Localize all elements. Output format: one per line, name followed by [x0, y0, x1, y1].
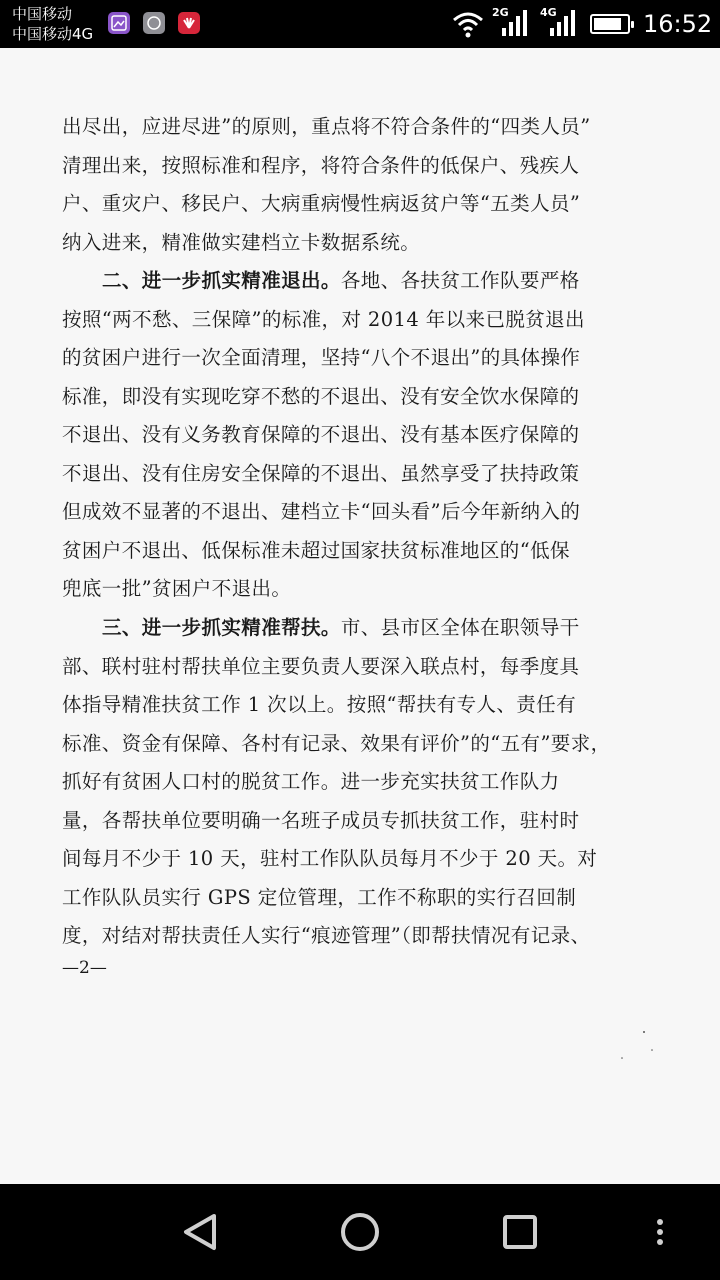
back-button[interactable]	[160, 1184, 240, 1280]
carrier-info	[12, 4, 93, 44]
network-type-1: 2G	[492, 6, 509, 19]
text-line: 按照“两不愁、三保障”的标准，对 2014 年以来已脱贫退出	[62, 307, 585, 331]
text-line: 出尽出，应进尽进”的原则，重点将不符合条件的“四类人员”	[62, 115, 591, 138]
text-span: 市、县市区全体在职领导干	[340, 616, 580, 639]
text-line	[62, 262, 612, 301]
text-line: 工作队队员实行 GPS 定位管理，工作不称职的实行召回制	[62, 885, 577, 909]
status-bar	[0, 0, 720, 48]
scan-specks	[620, 1028, 660, 1068]
text-line: 部、联村驻村帮扶单位主要负责人要深入联点村，每季度具	[62, 654, 580, 678]
gallery-icon	[108, 12, 130, 34]
text-line: 但成效不显著的不退出、建档立卡“回头看”后今年新纳入的	[62, 500, 581, 523]
wifi-icon	[452, 10, 484, 38]
clock: 16:52	[643, 10, 713, 38]
paragraph-3	[62, 609, 612, 956]
text-line: 不退出、没有义务教育保障的不退出、没有基本医疗保障的	[62, 423, 580, 446]
text-span: 各地、各扶贫工作队要严格	[340, 269, 580, 292]
text-line: 的贫困户进行一次全面清理，坚持“八个不退出”的具体操作	[62, 346, 581, 369]
battery-icon	[590, 14, 630, 34]
text-line: 标准，即没有实现吃穿不愁的不退出、没有安全饮水保障的	[62, 384, 580, 408]
paragraph-1	[62, 108, 612, 262]
signal-2-icon	[538, 6, 578, 38]
recent-apps-button[interactable]	[480, 1184, 560, 1280]
text-line: 抓好有贫困人口村的脱贫工作。进一步充实扶贫工作队力	[62, 770, 560, 793]
more-vertical-icon	[640, 1184, 680, 1280]
text-line: 度，对结对帮扶责任人实行“痕迹管理”（即帮扶情况有记录、	[62, 924, 591, 947]
text-line	[62, 609, 612, 648]
text-line: 标准、资金有保障、各村有记录、效果有评价”的“五有”要求，	[62, 731, 611, 755]
text-line: 量，各帮扶单位要明确一名班子成员专抓扶贫工作，驻村时	[62, 808, 580, 832]
huawei-icon	[178, 12, 200, 34]
text-line: 清理出来，按照标准和程序，将符合条件的低保户、残疾人	[62, 153, 580, 177]
text-line: 体指导精准扶贫工作 1 次以上。按照“帮扶有专人、责任有	[62, 693, 576, 716]
document-page	[0, 48, 720, 1184]
page-number: —2—	[62, 958, 107, 978]
text-line: 不退出、没有住房安全保障的不退出、虽然享受了扶持政策	[62, 461, 580, 485]
section-heading-2: 二、进一步抓实精准退出。	[102, 269, 341, 292]
section-heading-3: 三、进一步抓实精准帮扶。	[102, 616, 341, 639]
camera-icon	[143, 12, 165, 34]
back-icon	[160, 1184, 240, 1280]
text-line: 户、重灾户、移民户、大病重病慢性病返贫户等“五类人员”	[62, 192, 581, 215]
text-line: 间每月不少于 10 天，驻村工作队队员每月不少于 20 天。对	[62, 847, 598, 870]
navigation-bar	[0, 1184, 720, 1280]
recent-apps-icon	[480, 1184, 560, 1280]
text-line: 兜底一批”贫困户不退出。	[62, 577, 292, 600]
home-button[interactable]	[320, 1184, 400, 1280]
signal-1-icon	[490, 6, 530, 38]
carrier-2: 中国移动4G	[12, 25, 94, 43]
network-type-2: 4G	[540, 6, 557, 19]
more-button[interactable]	[640, 1184, 680, 1280]
paragraph-2	[62, 262, 612, 609]
carrier-1: 中国移动	[12, 5, 73, 23]
text-line: 贫困户不退出、低保标准未超过国家扶贫标准地区的“低保	[62, 538, 570, 562]
text-line: 纳入进来，精准做实建档立卡数据系统。	[62, 230, 421, 254]
home-icon	[320, 1184, 400, 1280]
